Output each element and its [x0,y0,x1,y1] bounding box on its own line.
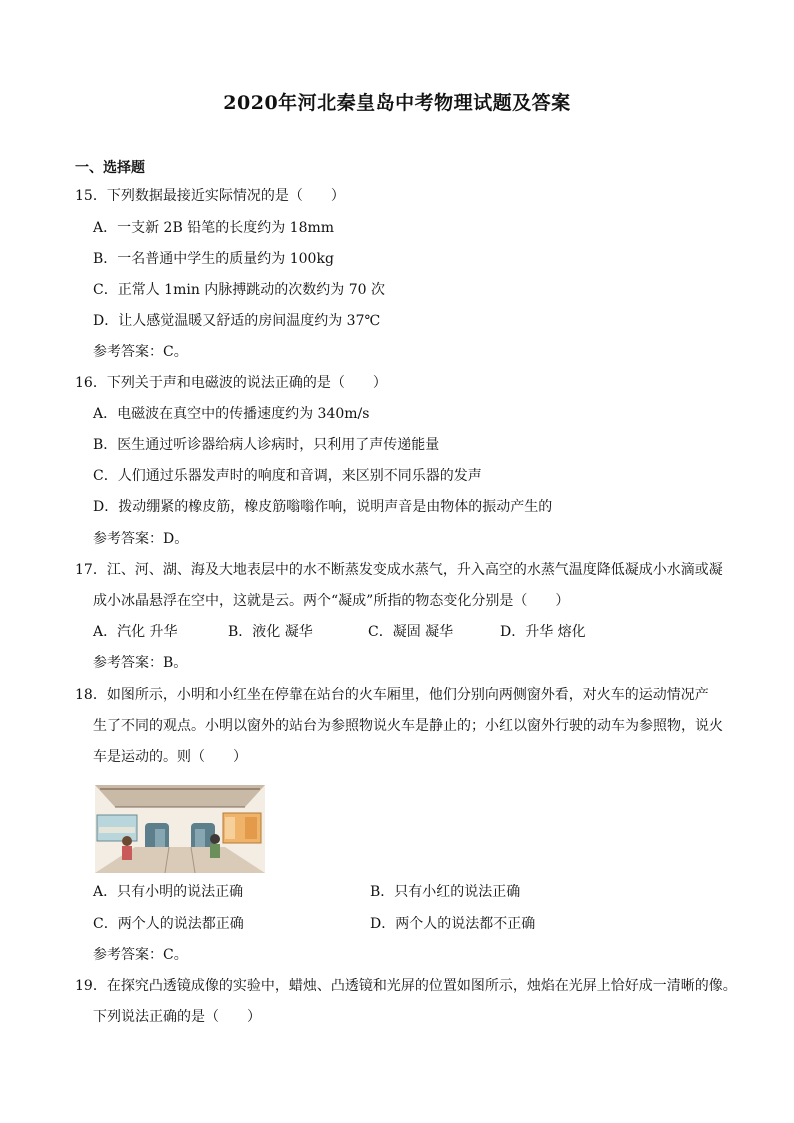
question-17-option-c: C．凝固 凝华 [368,624,454,640]
question-16-option-a: A．电磁波在真空中的传播速度约为 340m/s [93,406,370,422]
question-18-stem-line-2: 生了不同的观点。小明以窗外的站台为参照物说火车是静止的；小红以窗外行驶的动车为参照物，说火 [93,718,723,734]
question-18-option-a: A．只有小明的说法正确 [93,884,244,900]
question-17-answer: 参考答案：B。 [93,655,188,671]
question-18-option-c: C．两个人的说法都正确 [93,916,244,932]
question-17-stem-line-1: 17．江、河、湖、海及大地表层中的水不断蒸发变成水蒸气，升入高空的水蒸气温度降低凝成小水滴或凝 [75,562,723,578]
question-15-answer: 参考答案：C。 [93,344,188,360]
question-18-stem-line-1: 18．如图所示，小明和小红坐在停靠在站台的火车厢里，他们分别向两侧窗外看，对火车的运动情况产 [75,687,709,703]
question-16-answer: 参考答案：D。 [93,531,189,547]
question-16-option-b: B．医生通过听诊器给病人诊病时，只利用了声传递能量 [93,437,440,453]
question-18-answer: 参考答案：C。 [93,947,188,963]
question-19-stem-line-2: 下列说法正确的是（ ） [93,1009,261,1025]
question-17-stem-line-2: 成小冰晶悬浮在空中，这就是云。两个“凝成”所指的物态变化分别是（ ） [93,593,570,609]
question-18-option-b: B．只有小红的说法正确 [370,884,521,900]
question-19-stem-line-1: 19．在探究凸透镜成像的实验中，蜡烛、凸透镜和光屏的位置如图所示，烛焰在光屏上恰好成一清晰的像。 [75,978,737,994]
question-18-stem-line-3: 车是运动的。则（ ） [93,749,247,765]
question-17-option-d: D．升华 熔化 [500,624,586,640]
question-16-option-c: C．人们通过乐器发声时的响度和音调，来区别不同乐器的发声 [93,468,482,484]
question-15-option-c: C．正常人 1min 内脉搏跳动的次数约为 70 次 [93,282,386,298]
question-15-option-a: A．一支新 2B 铅笔的长度约为 18mm [93,220,335,236]
question-17-option-b: B．液化 凝华 [228,624,313,640]
section-heading: 一、选择题 [75,160,145,176]
question-16-option-d: D．拨动绷紧的橡皮筋，橡皮筋嗡嗡作响，说明声音是由物体的振动产生的 [93,499,553,515]
question-15-stem: 15．下列数据最接近实际情况的是（ ） [75,188,345,204]
question-15-option-b: B．一名普通中学生的质量约为 100kg [93,251,334,267]
document-title: 2020年河北秦皇岛中考物理试题及答案 [223,92,571,114]
question-16-stem: 16．下列关于声和电磁波的说法正确的是（ ） [75,375,387,391]
question-18-option-d: D．两个人的说法都不正确 [370,916,536,932]
question-17-option-a: A．汽化 升华 [93,624,178,640]
question-15-option-d: D．让人感觉温暖又舒适的房间温度约为 37℃ [93,313,381,329]
train-carriage-illustration [95,785,265,873]
